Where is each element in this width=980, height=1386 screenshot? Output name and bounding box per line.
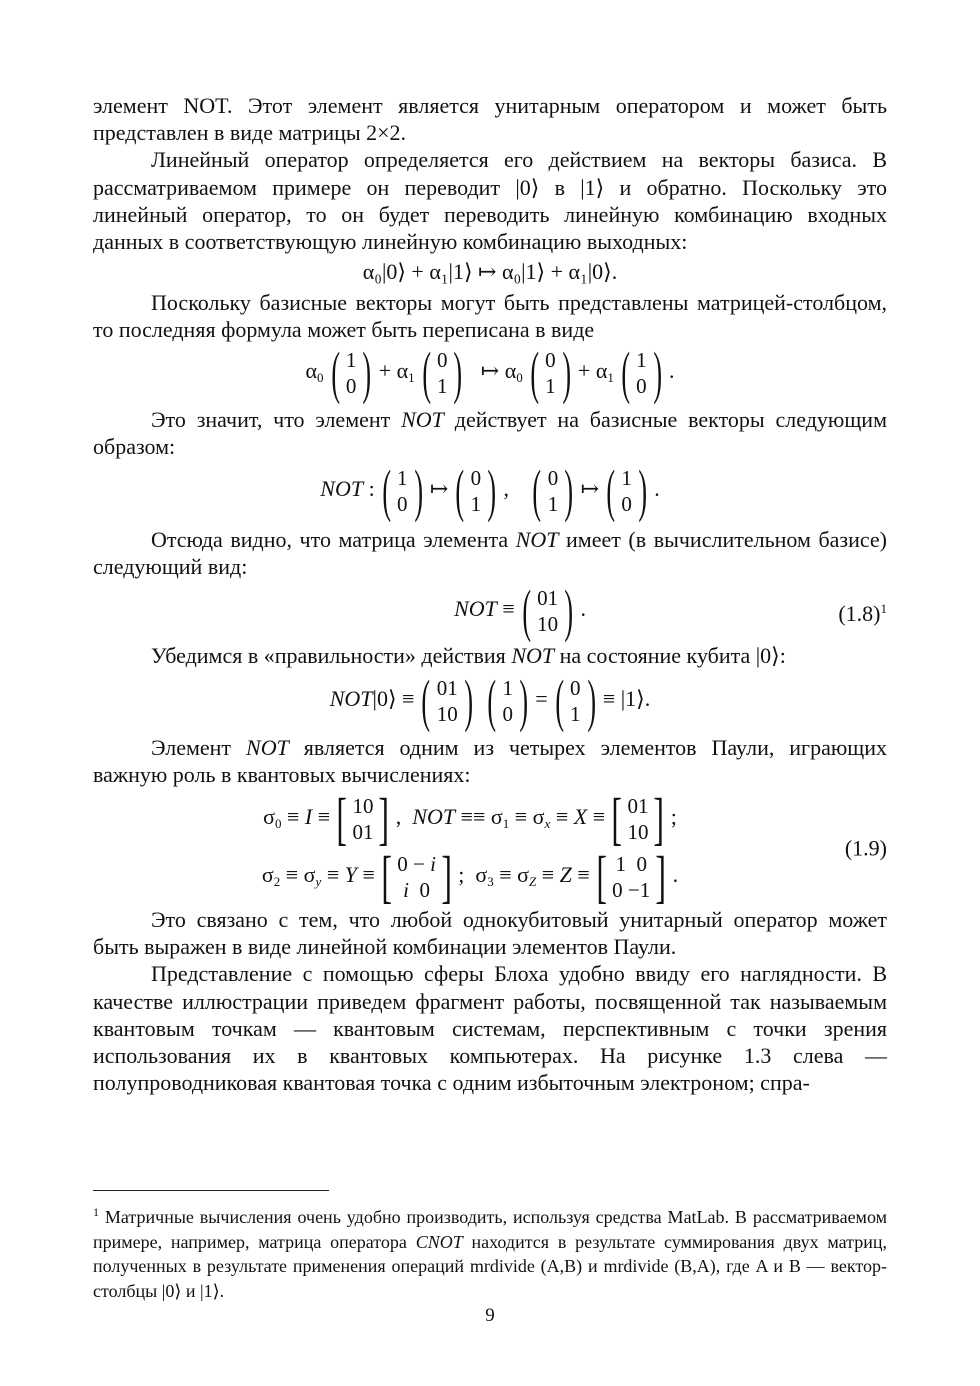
equation-number-1-9: (1.9) [844,835,887,861]
footnote-divider [93,1190,329,1191]
equation-1-9: $\sigma_0 \equiv I$ ≡ [ 10 01 ] , NOT ≡≡ $\sigma_1 \equiv \sigma_x \equiv X$ ≡ [ 01 10 ] ; $\sigma_2 \equiv \sigma_y \equiv Y$ ≡ [ 0 − i i 0 ] ; $\sigma_3 \equiv \sigma_Z \equiv Z$ ≡ [ 1 0 0 −1 ] . (1.9) [261,786,887,910]
paragraph-4: Это значит, что элемент NOT действует на базисные векторы следующим образом: [93,406,887,459]
equation-linear-combination [93,258,887,285]
page-number: 9 [485,1305,495,1326]
paragraph-7: Элемент NOT является одним из четырех элементов Паули, играющих важную роль в квантовых вычислениях: [93,734,887,787]
equation-not-action: NOT : ( 1 0 ) ↦ ( 0 1 ) , ( 0 1 ) ↦ ( 1 0 ) . [320,458,660,524]
page-body [93,92,887,1096]
footnote: $^1$ Матричные вычисления очень удобно производить, используя средства MatLab. В рассматриваемом примере, например, матрица оператора CNOT находится в результате суммирования двух матриц, полученных в результате применения операций mrdivide (A,B) и mrdivide (B,A), где A и B — вектор-столбцы |0⟩ и |1⟩. [93,1205,887,1301]
equation-1-8: NOT ≡ ( 01 10 ) . $(1.8)^1$ [454,578,887,644]
footnote-mark: 1 [93,1205,99,1219]
equation-not-check: NOT|0⟩ ≡ ( 01 10 ) ( 1 0 ) = ( 0 1 ) ≡ |1⟩. [329,667,651,733]
paragraph-9: Представление с помощью сферы Блоха удобно ввиду его наглядности. В качестве иллюстрации приведем фрагмент работы, посвященной так называемым квантовым точкам — квантовым системам, перспективным с точки зрения использования их в квантовых компьютерах. На рисунке 1.3 слева — полупроводниковая квантовая точка с одним избыточным электроном; спра- [93,961,887,1096]
paragraph-1: элемент NOT. Этот элемент является унитарным оператором и может быть представлен в виде матрицы 2×2. [93,93,887,146]
equation-text: α₀|0⟩ + α₁|1⟩ ↦ α₀|1⟩ + α₁|0⟩. [362,259,618,285]
paragraph-2: Линейный оператор определяется его действием на векторы базиса. В рассматриваемом примере он переводит |0⟩ в |1⟩ и обратно. Поскольку это линейный оператор, то он будет переводить линейную комбинацию входных данных в соответствующую линейную комбинацию выходных: [93,147,887,255]
paragraph-8: Это связано с тем, что любой однокубитовый унитарный оператор может быть выражен в виде линейной комбинации элементов Паули. [93,907,887,960]
paragraph-5: Отсюда видно, что матрица элемента NOT имеет (в вычислительном базисе) следующий вид: [93,527,887,580]
paragraph-6: Убедимся в «правильности» действия NOT на состояние кубита |0⟩: [151,643,786,669]
equation-number-1-8: $(1.8)^1$ [838,601,887,627]
paragraph-3: Поскольку базисные векторы могут быть представлены матрицей-столбцом, то последняя формула может быть переписана в виде [93,290,887,343]
equation-column-vectors: $\alpha_0$ ( 1 0 ) + $\alpha_1$ ( 0 1 ) ↦ $\alpha_0$ ( 0 1 ) + $\alpha_1$ ( 1 0 ) . [305,339,675,405]
